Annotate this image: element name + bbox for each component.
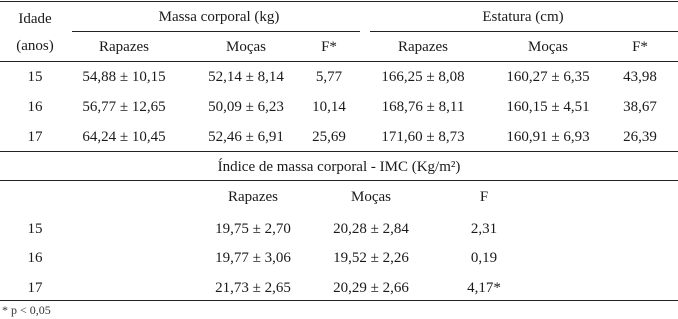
table-cell: 19,75 ± 2,70 [215, 221, 291, 237]
table-cell: 56,77 ± 12,65 [82, 99, 166, 115]
table-cell: 20,29 ± 2,66 [333, 280, 409, 296]
table-cell: 0,19 [470, 250, 498, 266]
table-cell: 160,15 ± 4,51 [506, 99, 590, 115]
group-underline-estatura [370, 31, 678, 32]
table-cell: 2,31 [470, 221, 498, 237]
subheader-estatura-f: F* [632, 39, 648, 55]
table-cell: 26,39 [623, 129, 657, 145]
group-header-estatura: Estatura (cm) [482, 9, 564, 25]
table-cell: 5,77 [315, 69, 343, 85]
section-separator-rule [0, 151, 678, 152]
table-cell: 21,73 ± 2,65 [215, 280, 291, 296]
table-row-idade: 17 [27, 280, 43, 296]
group-header-massa: Massa corporal (kg) [158, 9, 280, 25]
table-cell: 171,60 ± 8,73 [381, 129, 465, 145]
table-row-idade: 15 [27, 221, 43, 237]
imc-header-f: F [479, 189, 489, 205]
table-cell: 20,28 ± 2,84 [333, 221, 409, 237]
subheader-massa-f: F* [321, 39, 337, 55]
imc-header-rapazes: Rapazes [228, 189, 278, 205]
table-cell: 64,24 ± 10,45 [82, 129, 166, 145]
table-cell: 25,69 [312, 129, 346, 145]
table-cell: 52,14 ± 8,14 [208, 69, 284, 85]
group-underline-massa [72, 31, 360, 32]
subheader-massa-rapazes: Rapazes [99, 39, 149, 55]
footnote: * p < 0,05 [2, 303, 51, 317]
subheader-massa-mocas: Moças [226, 39, 266, 55]
table-cell: 38,67 [623, 99, 657, 115]
header-bottom-rule [0, 61, 678, 62]
imc-header-mocas: Moças [351, 189, 391, 205]
table-top-rule [0, 1, 678, 2]
table-cell: 43,98 [623, 69, 657, 85]
imc-title-rule [0, 180, 678, 181]
idade-header-line1: Idade [18, 11, 52, 27]
table-row-idade: 16 [27, 99, 43, 115]
subheader-estatura-rapazes: Rapazes [398, 39, 448, 55]
table-row-idade: 15 [27, 69, 43, 85]
table-cell: 52,46 ± 6,91 [208, 129, 284, 145]
table-cell: 19,77 ± 3,06 [215, 250, 291, 266]
table-cell: 19,52 ± 2,26 [333, 250, 409, 266]
table-cell: 54,88 ± 10,15 [82, 69, 166, 85]
table-cell: 160,91 ± 6,93 [506, 129, 590, 145]
table-cell: 50,09 ± 6,23 [208, 99, 284, 115]
idade-header-line2: (anos) [16, 38, 54, 54]
table-row-idade: 16 [27, 250, 43, 266]
table-cell: 4,17* [467, 280, 501, 296]
table-row-idade: 17 [27, 129, 43, 145]
table-cell: 166,25 ± 8,08 [381, 69, 465, 85]
table-cell: 10,14 [312, 99, 346, 115]
table-cell: 168,76 ± 8,11 [381, 99, 465, 115]
subheader-estatura-mocas: Moças [528, 39, 568, 55]
imc-title: Índice de massa corporal - IMC (Kg/m²) [217, 159, 461, 175]
table-bottom-rule [0, 300, 678, 301]
table-cell: 160,27 ± 6,35 [506, 69, 590, 85]
